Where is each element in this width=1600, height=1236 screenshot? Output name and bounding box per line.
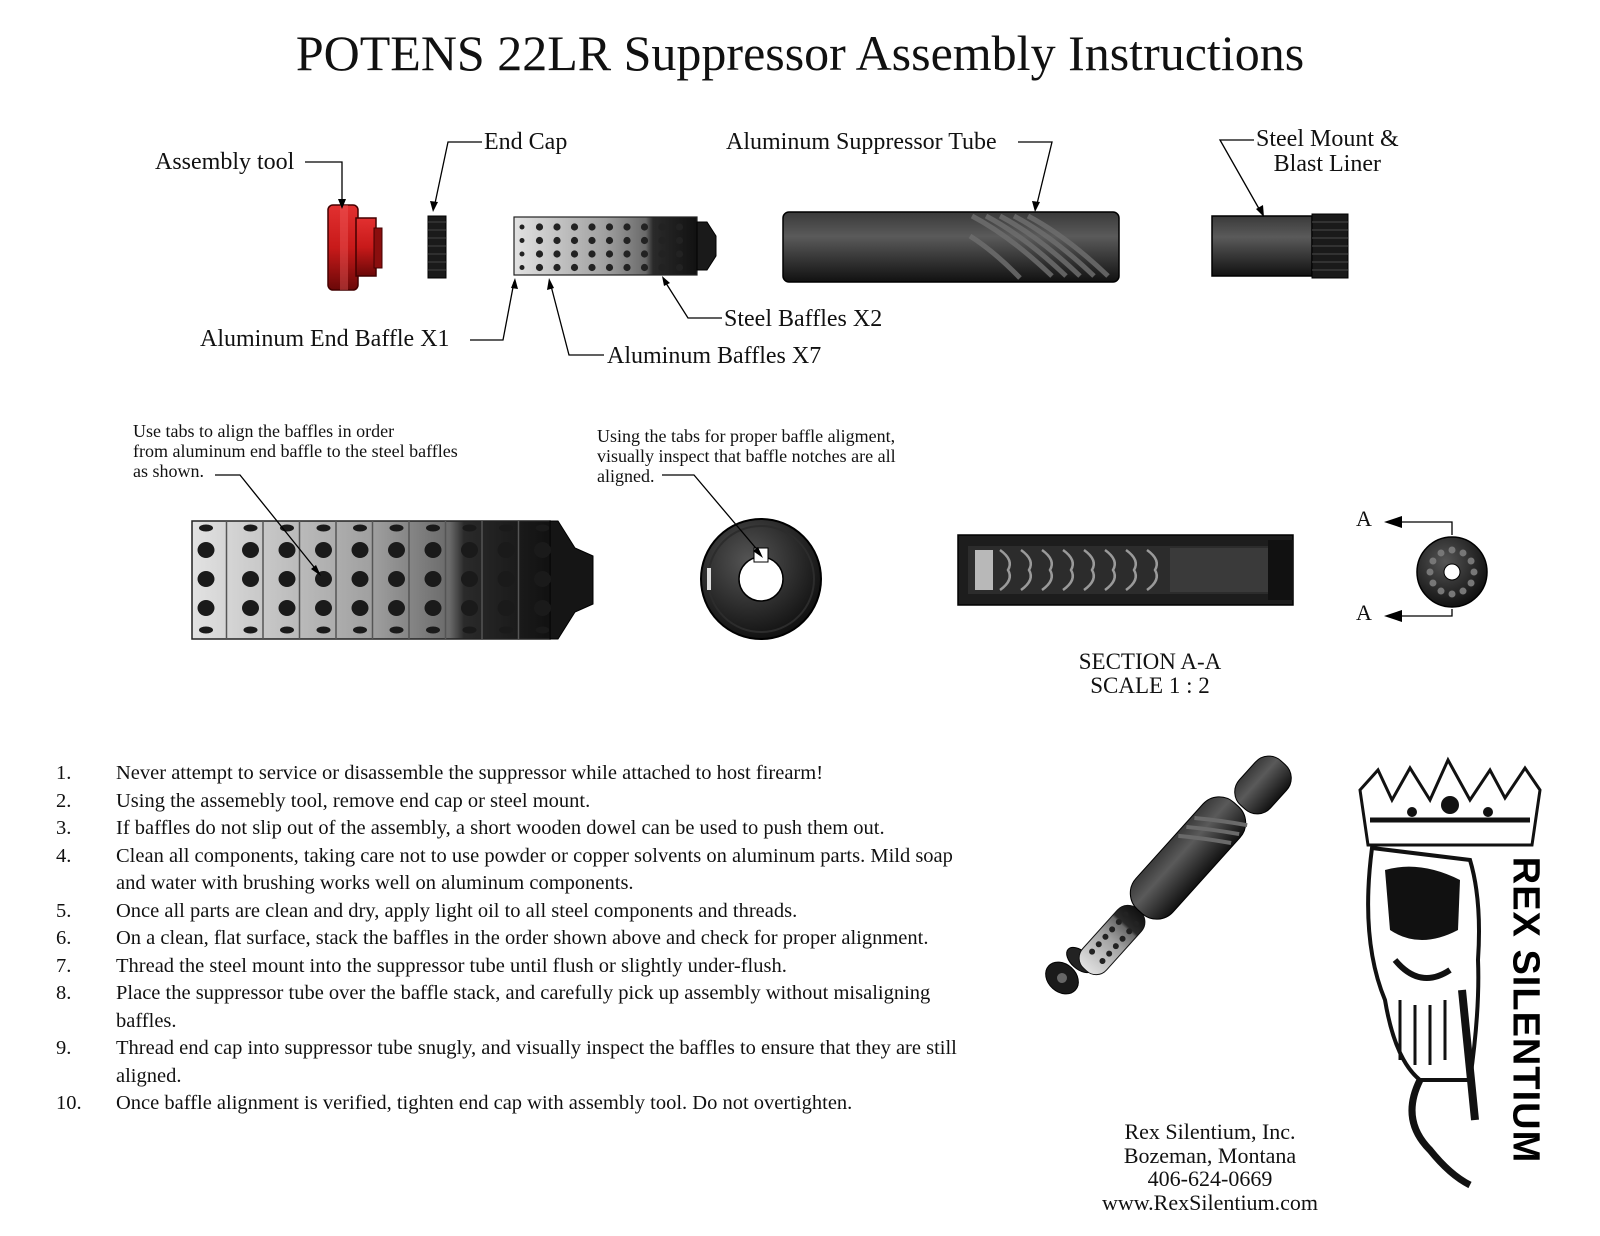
baffle-hole — [426, 525, 440, 532]
label-steel-baffles: Steel Baffles X2 — [724, 306, 883, 332]
baffle-hole — [279, 571, 296, 587]
label-assembly-tool: Assembly tool — [155, 149, 295, 175]
end-cap-part — [428, 216, 446, 278]
baffle-hole — [658, 223, 665, 230]
baffle-hole — [641, 223, 648, 230]
end-view-hole — [1429, 580, 1436, 587]
baffle-hole — [498, 542, 515, 558]
baffle-hole — [388, 571, 405, 587]
end-view-hole — [1471, 569, 1478, 576]
baffle-hole — [536, 264, 543, 271]
baffle-hole — [198, 542, 215, 558]
baffle-hole — [606, 264, 613, 271]
company-name: Rex Silentium, Inc. — [1124, 1119, 1296, 1144]
end-view-hole — [1460, 549, 1467, 556]
baffle-hole — [352, 600, 369, 616]
baffle-hole — [499, 525, 513, 532]
step-text: Place the suppressor tube over the baffle stack, and carefully pick up assembly without misaligning baffles. — [116, 982, 931, 1032]
instruction-list — [56, 760, 976, 1118]
baffle-hole — [520, 238, 525, 243]
baffle-hole — [534, 571, 551, 587]
baffle-hole — [198, 571, 215, 587]
baffle-hole — [571, 250, 578, 257]
baffle-hole — [317, 627, 331, 634]
baffle-hole — [623, 223, 630, 230]
step-text: If baffles do not slip out of the assembly, a short wooden dowel can be used to push them out. — [116, 817, 885, 839]
label-end-baffle: Aluminum End Baffle X1 — [200, 326, 450, 352]
note-inspect-notches: Using the tabs for proper baffle aligment, visually inspect that baffle notches are all aligned. — [597, 426, 896, 486]
baffle-hole — [676, 223, 683, 230]
instruction-step — [56, 980, 976, 1035]
brand-wordmark: REX SILENTIUM — [1504, 856, 1547, 1164]
baffle-hole — [317, 525, 331, 532]
baffle-hole — [571, 223, 578, 230]
baffle-hole — [536, 223, 543, 230]
label-aluminum-baffles: Aluminum Baffles X7 — [607, 343, 822, 369]
baffle-hole — [279, 600, 296, 616]
baffle-hole — [553, 250, 560, 257]
baffle-hole — [536, 627, 550, 634]
baffle-hole — [425, 542, 442, 558]
baffle-stack-detail — [192, 521, 593, 639]
baffle-hole — [390, 627, 404, 634]
step-number: 9. — [56, 1037, 72, 1059]
baffle-hole — [463, 525, 477, 532]
baffle-hole — [588, 250, 595, 257]
baffle-hole — [588, 237, 595, 244]
assembly-tool-part — [328, 205, 382, 290]
step-number: 8. — [56, 982, 72, 1004]
step-text: On a clean, flat surface, stack the baffles in the order shown above and check for proper alignment. — [116, 927, 929, 949]
baffle-hole — [425, 571, 442, 587]
step-number: 7. — [56, 954, 72, 977]
end-view-hole — [1429, 558, 1436, 565]
step-number: 4. — [56, 844, 72, 867]
baffle-hole — [534, 542, 551, 558]
end-view-hole — [1438, 588, 1445, 595]
step-number: 10. — [56, 1092, 82, 1114]
baffle-hole — [426, 627, 440, 634]
baffle-hole — [658, 264, 665, 271]
company-phone: 406-624-0669 — [1147, 1166, 1273, 1191]
end-view-hole — [1427, 569, 1434, 576]
end-view-hole — [1438, 549, 1445, 556]
section-title: SECTION A-A — [1078, 649, 1222, 674]
baffle-hole — [498, 600, 515, 616]
baffle-hole — [534, 600, 551, 616]
baffle-hole — [390, 525, 404, 532]
step-number: 5. — [56, 899, 72, 922]
step-number: 3. — [56, 817, 72, 839]
company-website: www.RexSilentium.com — [1101, 1189, 1319, 1215]
baffle-hole — [352, 571, 369, 587]
baffle-hole — [571, 264, 578, 271]
baffle-hole — [520, 252, 525, 257]
baffle-hole — [623, 237, 630, 244]
section-scale: SCALE 1 : 2 — [1090, 673, 1210, 698]
step-number: 1. — [56, 762, 72, 784]
baffle-hole — [623, 264, 630, 271]
step-text: Once all parts are clean and dry, apply light oil to all steel components and threads. — [116, 899, 798, 922]
instruction-step — [56, 843, 976, 898]
baffle-hole — [388, 542, 405, 558]
baffle-hole — [461, 600, 478, 616]
baffle-hole — [499, 627, 513, 634]
instruction-step — [56, 925, 976, 953]
baffle-hole — [606, 250, 613, 257]
baffle-hole — [676, 237, 683, 244]
baffle-hole — [658, 237, 665, 244]
baffle-hole — [606, 237, 613, 244]
end-view-hole — [1468, 558, 1475, 565]
baffle-hole — [536, 237, 543, 244]
label-tube: Aluminum Suppressor Tube — [726, 129, 997, 155]
section-caption — [1050, 650, 1250, 698]
baffle-hole — [353, 525, 367, 532]
baffle-hole — [588, 223, 595, 230]
baffle-hole — [571, 237, 578, 244]
step-number: 6. — [56, 927, 72, 949]
baffle-hole — [198, 600, 215, 616]
baffle-hole — [520, 265, 525, 270]
baffle-hole — [498, 571, 515, 587]
end-view-hole — [1468, 580, 1475, 587]
baffle-hole — [461, 542, 478, 558]
baffle-hole — [199, 525, 213, 532]
instruction-step — [56, 953, 976, 981]
baffle-hole — [676, 264, 683, 271]
instruction-step — [56, 898, 976, 926]
section-marker-top: A — [1356, 506, 1372, 531]
step-text: Thread the steel mount into the suppressor tube until flush or slightly under-flush. — [116, 954, 787, 977]
baffle-hole — [199, 627, 213, 634]
note-align-baffles: Use tabs to align the baffles in order from aluminum end baffle to the steel baffles as shown. — [133, 421, 458, 481]
step-text: Thread end cap into suppressor tube snugly, and visually inspect the baffles to ensure that they are still aligned. — [116, 1037, 957, 1087]
baffle-hole — [623, 250, 630, 257]
section-view — [958, 535, 1293, 605]
step-text: Never attempt to service or disassemble the suppressor while attached to host firearm! — [116, 762, 824, 784]
instruction-step — [56, 1035, 976, 1090]
step-text: Clean all components, taking care not to use powder or copper solvents on aluminum parts. Mild soap and water with brushing works well on aluminum components. — [116, 844, 953, 894]
baffle-hole — [606, 223, 613, 230]
baffle-hole — [463, 627, 477, 634]
step-number: 2. — [56, 789, 72, 812]
end-view-hole — [1449, 591, 1456, 598]
end-view-hole — [1449, 547, 1456, 554]
steel-mount-part — [1212, 214, 1348, 278]
baffle-hole — [315, 542, 332, 558]
baffle-hole — [536, 525, 550, 532]
baffle-hole — [658, 250, 665, 257]
label-end-cap: End Cap — [484, 129, 568, 155]
baffle-hole — [242, 571, 259, 587]
exploded-view — [1039, 749, 1298, 1001]
company-city: Bozeman, Montana — [1123, 1142, 1297, 1168]
baffle-hole — [553, 264, 560, 271]
baffle-hole — [641, 264, 648, 271]
suppressor-tube-part — [783, 212, 1119, 282]
baffle-hole — [242, 542, 259, 558]
baffle-hole — [388, 600, 405, 616]
baffle-hole — [641, 250, 648, 257]
baffle-hole — [242, 600, 259, 616]
baffle-hole — [244, 525, 258, 532]
baffle-hole — [553, 223, 560, 230]
baffle-hole — [536, 250, 543, 257]
baffle-hole — [641, 237, 648, 244]
instruction-step — [56, 788, 976, 816]
instruction-step — [56, 760, 976, 788]
baffle-hole — [352, 542, 369, 558]
baffle-hole — [353, 627, 367, 634]
baffle-hole — [279, 542, 296, 558]
section-end-view — [1384, 516, 1487, 622]
baffle-hole — [315, 600, 332, 616]
instruction-step — [56, 1090, 976, 1118]
end-view-hole — [1460, 588, 1467, 595]
instruction-step — [56, 815, 976, 843]
baffle-end-view — [701, 519, 821, 639]
step-text: Using the assemebly tool, remove end cap or steel mount. — [116, 789, 591, 812]
baffle-hole — [461, 571, 478, 587]
baffle-hole — [588, 264, 595, 271]
company-info — [1080, 1120, 1340, 1214]
baffle-hole — [425, 600, 442, 616]
baffle-hole — [280, 627, 294, 634]
baffle-hole — [520, 225, 525, 230]
baffle-hole — [676, 250, 683, 257]
baffle-stack-part — [514, 217, 716, 275]
baffle-hole — [244, 627, 258, 634]
page-title: POTENS 22LR Suppressor Assembly Instructions — [295, 25, 1305, 81]
label-steel-mount: Steel Mount & Blast Liner — [1256, 126, 1399, 178]
baffle-hole — [553, 237, 560, 244]
section-marker-bottom: A — [1356, 600, 1372, 625]
step-text: Once baffle alignment is verified, tighten end cap with assembly tool. Do not overtighten. — [116, 1092, 853, 1114]
